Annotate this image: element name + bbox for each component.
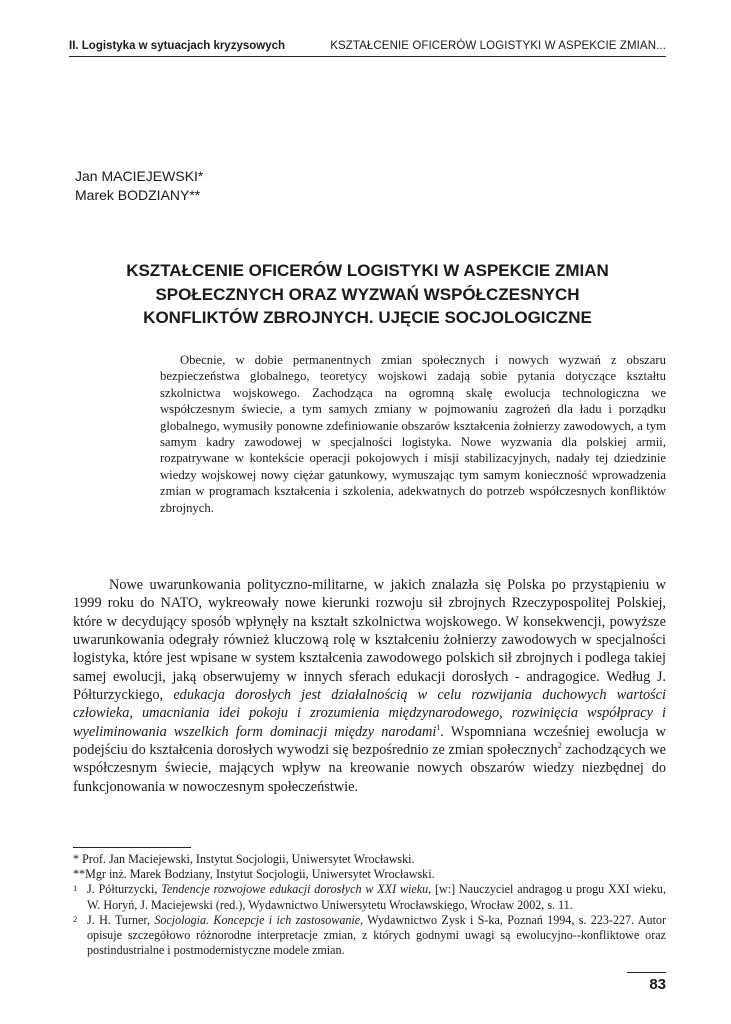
footnote-2-text-a: J. H. Turner, [87,912,155,927]
authors [75,167,203,205]
footnote-2-mark: 2 [73,913,78,924]
footnote-author-1: * Prof. Jan Maciejewski, Instytut Socjologii, Uniwersytet Wrocławski. [73,852,415,866]
title-line: KSZTAŁCENIE OFICERÓW LOGISTYKI W ASPEKCIE ZMIAN [126,261,609,280]
footnotes [73,852,666,958]
page-number: 83 [649,976,666,993]
body-paragraph [73,576,666,796]
running-head-section: II. Logistyka w sytuacjach kryzysowych [69,40,286,52]
footnote-rule [73,847,191,848]
body-quote: edukacja dorosłych jest działalnością w celu rozwijania duchowych wartości człowieka, umacniania idei pokoju i zrozumienia międzynarodowego, rozwinięcia współpracy i wyeliminowania wszelkich form dominacji między narodami [73,687,666,740]
page-number-rule [627,972,666,973]
header-rule [69,56,666,57]
title-line: SPOŁECZNYCH ORAZ WYZWAŃ WSPÓŁCZESNYCH [155,284,580,304]
footnote-1-mark: 1 [73,883,78,894]
body-text-1: Nowe uwarunkowania polityczno-militarne, w jakich znalazła się Polska po przystąpieniu w 1999 roku do NATO, wykreowały nowe kierunki rozwoju sił zbrojnych Rzeczypospolitej Polskiej, które w decydujący sposób wpłynęły na kształt szkolnictwa wojskowego. W konsekwencji, powyższe uwarunkowania odegrały również kluczową rolę w kształceniu żołnierzy zawodowych w specjalności logistyka, które jest wpisane w system kształcenia zawodowego polskich sił zbrojnych i podlega takiej samej ewolucji, jaką obserwujemy w innych sferach edukacji dorosłych - andragogice. Według J. Półturzyckiego, [73,577,666,704]
footnote-author-2: **Mgr inż. Marek Bodziany, Instytut Socjologii, Uniwersytet Wrocławski. [73,867,435,882]
author-1: Jan MACIEJEWSKI* [75,168,204,184]
body-text-3: zachodzących we współczesnym świecie, mających wpływ na kreowanie nowych obszarów wiedzy niezbędnej do funkcjonowania w nowoczesnym społeczeństwie. [73,742,667,795]
article-title [69,259,666,330]
running-head-title: KSZTAŁCENIE OFICERÓW LOGISTYKI W ASPEKCIE ZMIAN... [330,40,666,52]
title-line: KONFLIKTÓW ZBROJNYCH. UJĘCIE SOCJOLOGICZNE [143,308,592,327]
footnote-ref-1[interactable]: 1 [436,722,441,732]
author-2: Marek BODZIANY** [75,187,201,203]
footnote-ref-2[interactable]: 2 [557,741,562,751]
body-text-2: . Wspomniana wcześniej ewolucja w podejściu do kształcenia dorosłych wywodzi się bezpośrednio ze zmian społecznych [73,723,666,759]
footnote-2 [73,913,666,959]
footnote-2-book-title: Socjologia. Koncepcje i ich zastosowanie [154,912,361,927]
abstract: Obecnie, w dobie permanentnych zmian społecznych i nowych wyzwań z obszaru bezpieczeństwa globalnego, teoretycy wojskowi zadają sobie pytania dotyczące kształtu szkolnictwa wojskowego. Zachodząca na ogromną skalę ewolucja technologiczna we współczesnym świecie, a tym samych zmiany w pojmowaniu zagrożeń dla ładu i porządku globalnego, wymusiły ponowne zdefiniowanie obszarów kształcenia żołnierzy zawodowych, a tym samym kadry zawodowej w specjalności logistyka. Nowe wyzwania dla polskiej armii, rozpatrywane w kontekście operacji pokojowych i misji stabilizacyjnych, nadały tej dziedzinie wiedzy wojskowej nowy ciężar gatunkowy, wymuszając tym samym konieczność wprowadzenia zmian w programach kształcenia i szkolenia, adekwatnych do potrzeb współczesnych konfliktów zbrojnych. [160,353,666,515]
footnote-1 [73,882,666,912]
footnote-2-text-b: , Wydawnictwo Zysk i S-ka, Poznań 1994, s. 223-227. Autor opisuje szczegółowo różnorodne interpretacje zmian, z których godnymi uwagi są ewolucyjno--konfliktowe oraz postindustrialne i postmodernistyczne modele zmian. [87,912,666,958]
footnote-1-text-b: , [w:] Nauczyciel andragog u progu XXI wieku, W. Horyń, J. Maciejewski (red.), Wydawnictwo Uniwersytetu Wrocławskiego, Wrocław 2002, s. 11. [87,882,666,912]
footnote-1-text-a: J. Półturzycki, [87,882,162,897]
footnote-1-book-title: Tendencje rozwojowe edukacji dorosłych w XXI wieku [161,882,429,897]
running-head [69,40,666,56]
